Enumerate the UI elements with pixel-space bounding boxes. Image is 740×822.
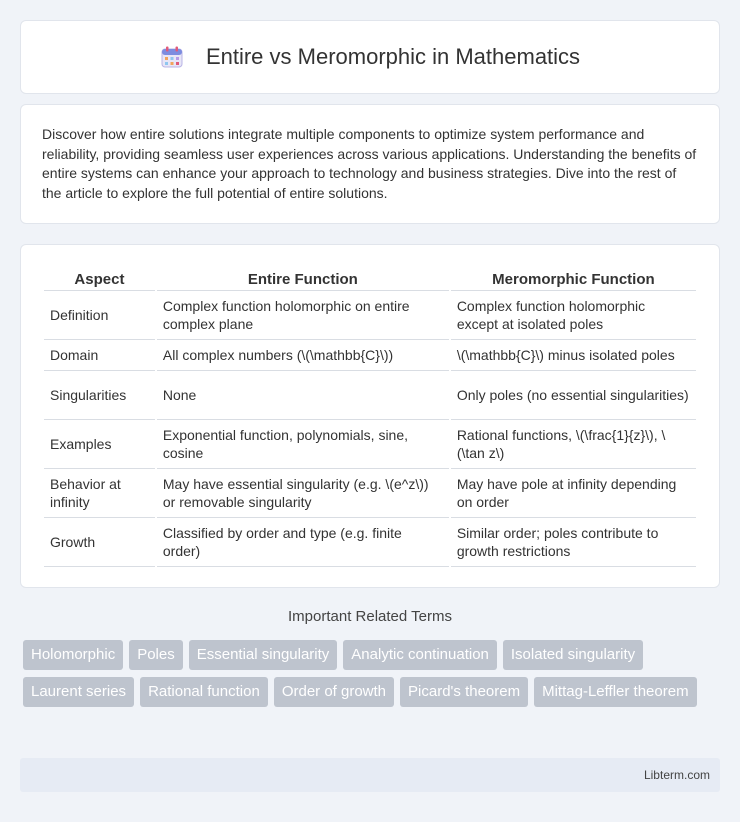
column-header-meromorphic: Meromorphic Function (451, 265, 696, 291)
page-header (20, 20, 720, 94)
term-tag[interactable]: Laurent series (23, 677, 134, 707)
comparison-table (42, 265, 698, 567)
table-cell: May have pole at infinity depending on order (451, 469, 696, 518)
footer-brand-link[interactable]: Libterm.com (643, 768, 710, 782)
table-row (44, 469, 696, 518)
table-cell: Exponential function, polynomials, sine, cosine (157, 420, 449, 469)
term-tag[interactable]: Mittag-Leffler theorem (534, 677, 696, 707)
table-row (44, 371, 696, 420)
term-tag[interactable]: Rational function (140, 677, 268, 707)
column-header-entire: Entire Function (157, 265, 449, 291)
table-cell: Examples (44, 420, 155, 469)
table-cell: \(\mathbb{C}\) minus isolated poles (451, 340, 696, 371)
table-cell: Only poles (no essential singularities) (451, 371, 696, 420)
table-cell: Domain (44, 340, 155, 371)
term-tag[interactable]: Picard's theorem (400, 677, 528, 707)
term-tag[interactable]: Holomorphic (23, 640, 123, 670)
table-row (44, 518, 696, 567)
table-cell: Classified by order and type (e.g. finite order) (157, 518, 449, 567)
intro-text: Discover how entire solutions integrate multiple components to optimize system performance and reliability, providing seamless user experiences across various applications. Understanding the benefits of entire systems can enhance your approach to technology and business strategies. Dive into the rest of the article to explore the full potential of entire solutions. (42, 126, 697, 201)
term-tag[interactable]: Order of growth (274, 677, 394, 707)
table-cell: May have essential singularity (e.g. \(e^z\)) or removable singularity (157, 469, 449, 518)
table-cell: Growth (44, 518, 155, 567)
table-row (44, 420, 696, 469)
table-cell: Behavior at infinity (44, 469, 155, 518)
footer (20, 758, 720, 792)
term-tag[interactable]: Isolated singularity (503, 640, 643, 670)
table-cell: All complex numbers (\(\mathbb{C}\)) (157, 340, 449, 371)
page-title: Entire vs Meromorphic in Mathematics (205, 44, 581, 69)
table-cell: Rational functions, \(\frac{1}{z}\), \(\tan z\) (451, 420, 696, 469)
related-terms-list (23, 640, 723, 707)
term-tag[interactable]: Essential singularity (189, 640, 338, 670)
table-cell: None (157, 371, 449, 420)
column-header-aspect: Aspect (44, 265, 155, 291)
term-tag[interactable]: Analytic continuation (343, 640, 497, 670)
table-cell: Definition (44, 291, 155, 340)
table-cell: Similar order; poles contribute to growth restrictions (451, 518, 696, 567)
table-cell: Complex function holomorphic except at isolated poles (451, 291, 696, 340)
table-row (44, 340, 696, 371)
related-terms-title: Important Related Terms (288, 608, 452, 625)
table-row (44, 291, 696, 340)
table-cell: Complex function holomorphic on entire complex plane (157, 291, 449, 340)
calendar-icon (160, 45, 184, 69)
term-tag[interactable]: Poles (129, 640, 183, 670)
table-cell: Singularities (44, 371, 155, 420)
intro-section (20, 104, 720, 224)
comparison-table-card (20, 244, 720, 588)
